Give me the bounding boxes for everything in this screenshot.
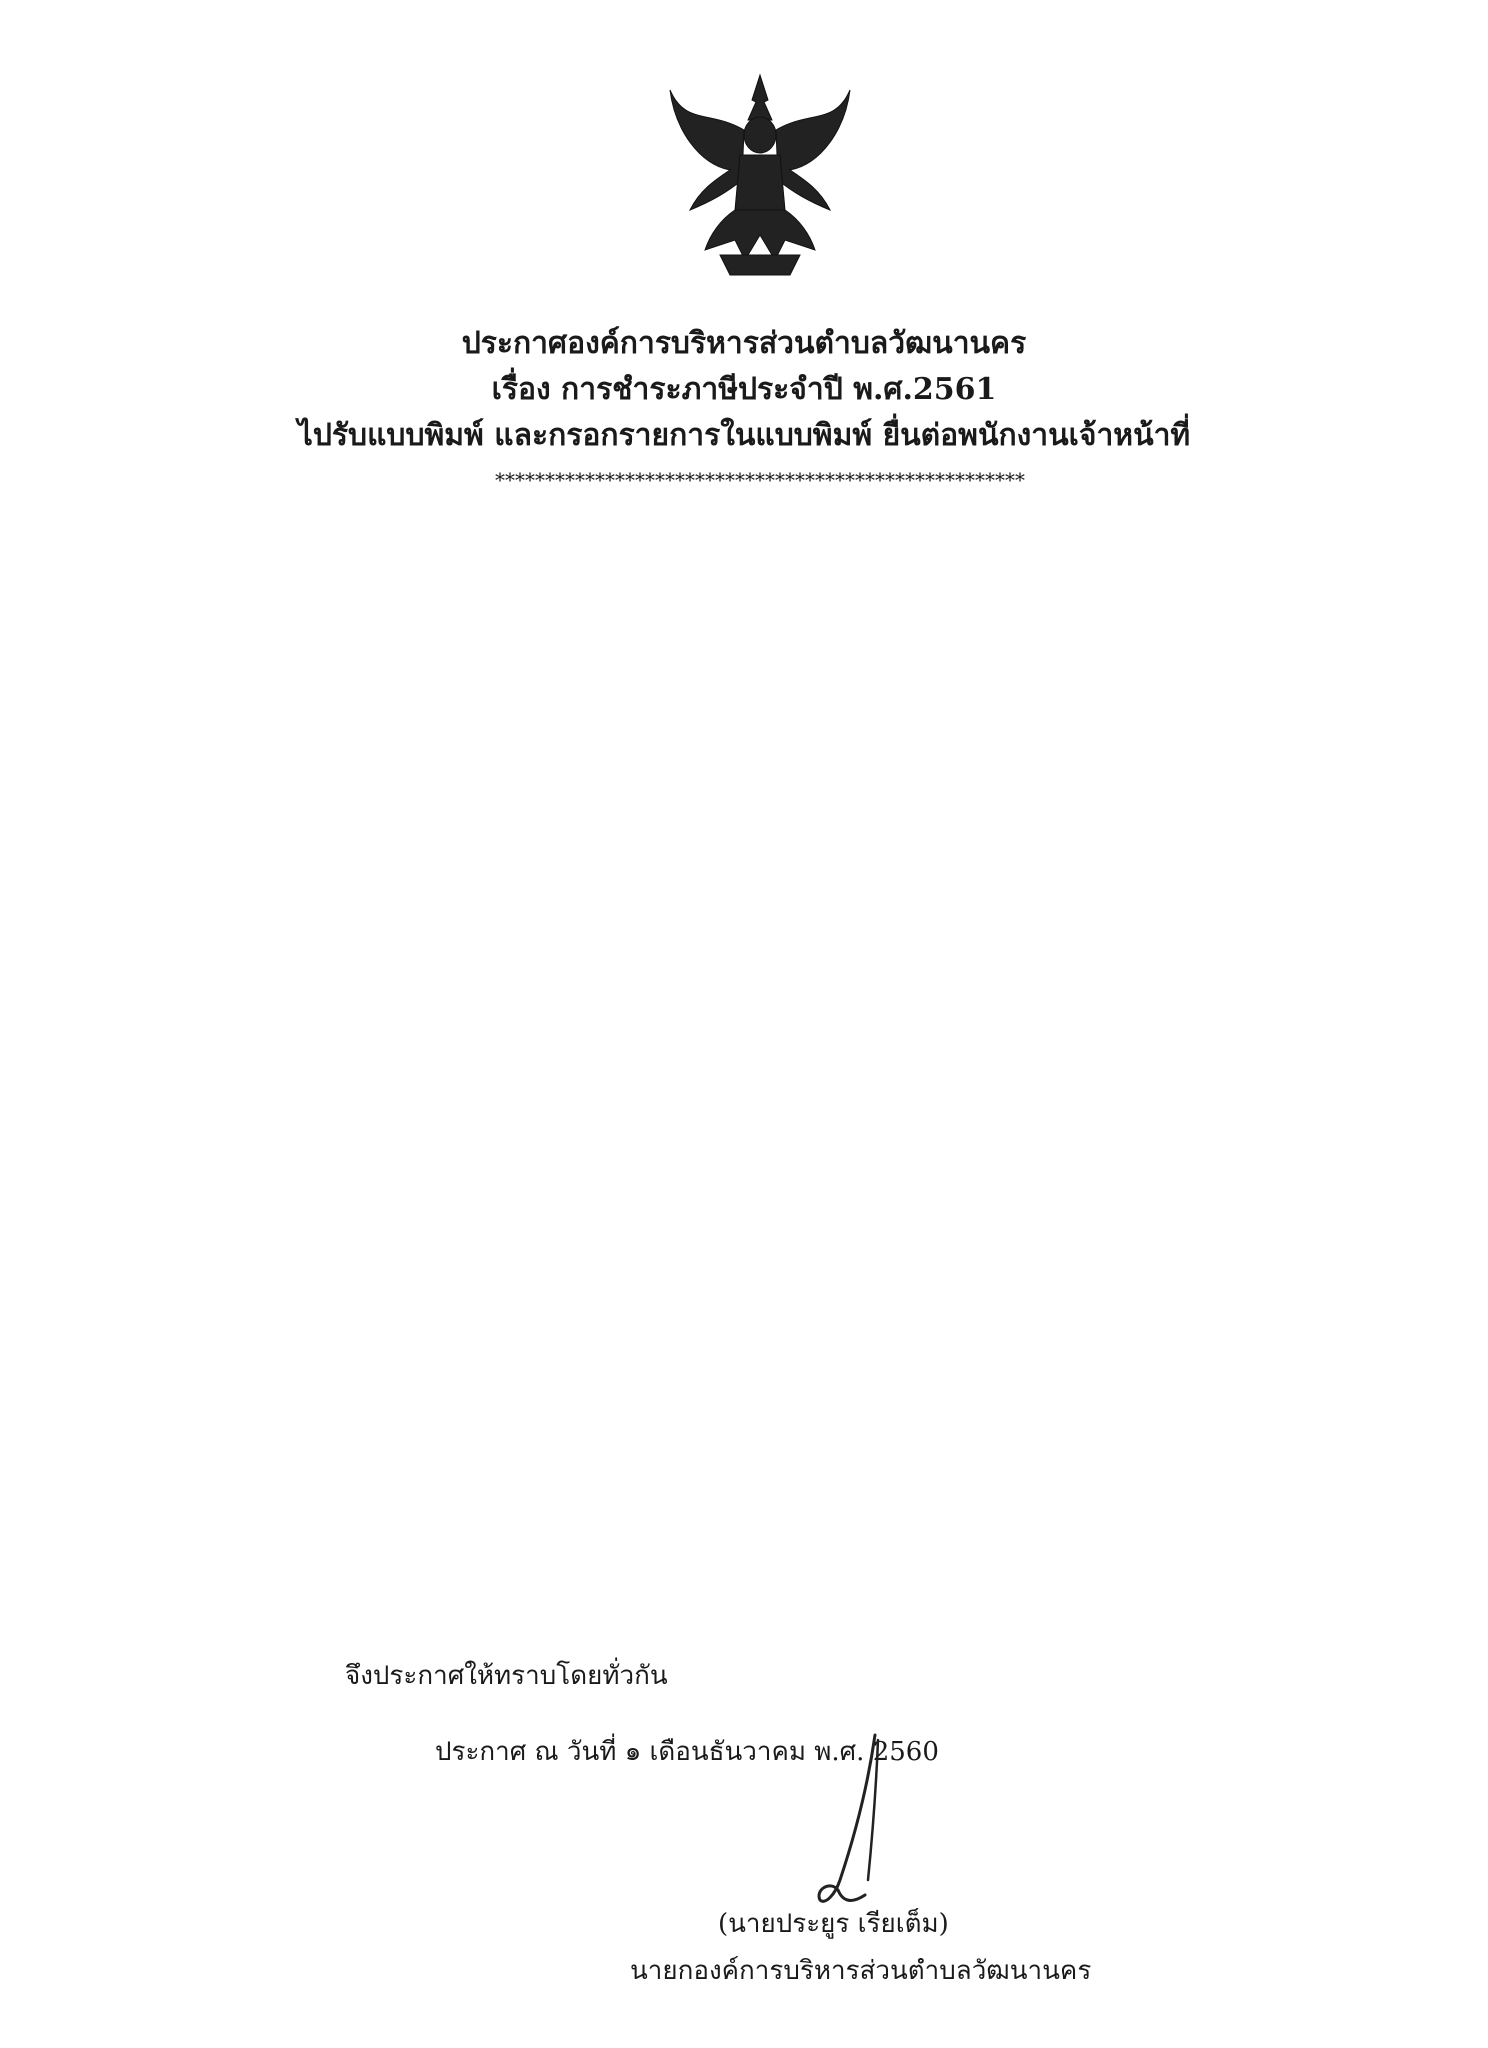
signer-position: นายกองค์การบริหารส่วนตำบลวัฒนานคร <box>630 1956 1092 1986</box>
heading-title: ประกาศองค์การบริหารส่วนตำบลวัฒนานคร <box>461 326 1027 361</box>
announce-line: จึงประกาศให้ทราบโดยทั่วกัน <box>345 1661 668 1691</box>
signer-name: (นายประยูร เรียเต็ม) <box>718 1909 949 1939</box>
star-separator: ***************************************************** <box>495 468 1025 492</box>
heading-subject: เรื่อง การชำระภาษีประจำปี พ.ศ.2561 <box>491 372 997 407</box>
heading-instruction: ไปรับแบบพิมพ์ และกรอกรายการในแบบพิมพ์ ยื่นต่อพนักงานเจ้าหน้าที่ <box>297 418 1191 453</box>
garuda-emblem-icon <box>660 70 860 280</box>
announce-date: ประกาศ ณ วันที่ ๑ เดือนธันวาคม พ.ศ. 2560 <box>435 1737 939 1767</box>
handwritten-signature <box>780 1730 960 1930</box>
